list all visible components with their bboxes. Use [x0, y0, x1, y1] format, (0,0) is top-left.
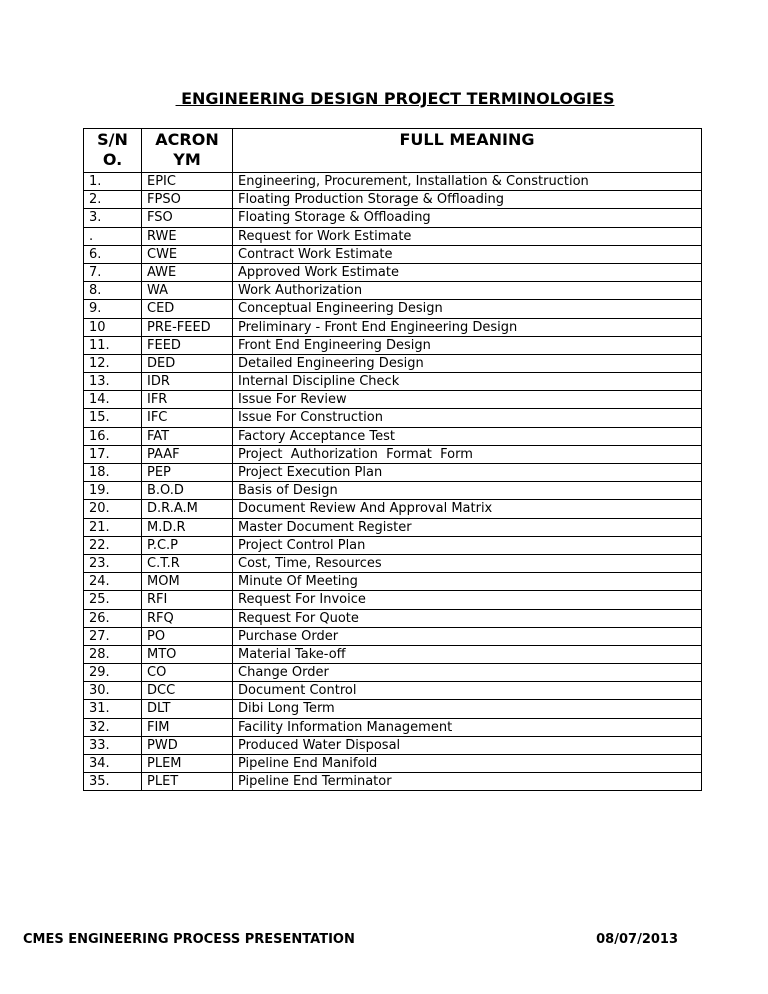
cell-full-meaning: Work Authorization — [233, 282, 702, 300]
cell-full-meaning: Request for Work Estimate — [233, 227, 702, 245]
cell-sno: 3. — [84, 209, 142, 227]
cell-full-meaning: Engineering, Procurement, Installation & Construction — [233, 173, 702, 191]
cell-acronym: M.D.R — [142, 518, 233, 536]
cell-full-meaning: Preliminary - Front End Engineering Design — [233, 318, 702, 336]
cell-acronym: FIM — [142, 718, 233, 736]
cell-full-meaning: Material Take-off — [233, 645, 702, 663]
table-row — [84, 536, 702, 554]
table-header-row — [84, 129, 702, 173]
table-row — [84, 391, 702, 409]
table-row — [84, 482, 702, 500]
cell-sno: 21. — [84, 518, 142, 536]
cell-full-meaning: Request For Quote — [233, 609, 702, 627]
table-row — [84, 354, 702, 372]
cell-sno: 22. — [84, 536, 142, 554]
cell-acronym: RFQ — [142, 609, 233, 627]
cell-acronym: FEED — [142, 336, 233, 354]
cell-sno: 10 — [84, 318, 142, 336]
cell-sno: 12. — [84, 354, 142, 372]
cell-sno: 33. — [84, 736, 142, 754]
cell-acronym: P.C.P — [142, 536, 233, 554]
cell-acronym: FSO — [142, 209, 233, 227]
table-row — [84, 664, 702, 682]
cell-full-meaning: Project Control Plan — [233, 536, 702, 554]
table-row — [84, 700, 702, 718]
table-row — [84, 173, 702, 191]
cell-full-meaning: Document Control — [233, 682, 702, 700]
column-header-full-meaning: FULL MEANING — [233, 129, 702, 173]
cell-full-meaning: Pipeline End Manifold — [233, 755, 702, 773]
terminology-table — [83, 128, 702, 791]
table-row — [84, 409, 702, 427]
cell-full-meaning: Produced Water Disposal — [233, 736, 702, 754]
cell-sno: 28. — [84, 645, 142, 663]
cell-acronym: CWE — [142, 245, 233, 263]
cell-sno: 13. — [84, 373, 142, 391]
cell-full-meaning: Internal Discipline Check — [233, 373, 702, 391]
cell-acronym: FAT — [142, 427, 233, 445]
cell-sno: 26. — [84, 609, 142, 627]
table-row — [84, 445, 702, 463]
cell-acronym: EPIC — [142, 173, 233, 191]
cell-sno: 18. — [84, 464, 142, 482]
cell-acronym: PLEM — [142, 755, 233, 773]
table-row — [84, 682, 702, 700]
cell-acronym: B.O.D — [142, 482, 233, 500]
cell-full-meaning: Issue For Construction — [233, 409, 702, 427]
cell-acronym: RFI — [142, 591, 233, 609]
cell-full-meaning: Purchase Order — [233, 627, 702, 645]
table-body — [84, 173, 702, 791]
cell-sno: . — [84, 227, 142, 245]
table-row — [84, 227, 702, 245]
cell-full-meaning: Floating Production Storage & Offloading — [233, 191, 702, 209]
table-row — [84, 736, 702, 754]
cell-sno: 9. — [84, 300, 142, 318]
cell-acronym: AWE — [142, 263, 233, 281]
cell-full-meaning: Factory Acceptance Test — [233, 427, 702, 445]
cell-sno: 14. — [84, 391, 142, 409]
cell-sno: 7. — [84, 263, 142, 281]
cell-sno: 32. — [84, 718, 142, 736]
cell-full-meaning: Basis of Design — [233, 482, 702, 500]
cell-sno: 2. — [84, 191, 142, 209]
column-header-sno: S/N O. — [84, 129, 142, 173]
cell-full-meaning: Facility Information Management — [233, 718, 702, 736]
cell-acronym: D.R.A.M — [142, 500, 233, 518]
table-row — [84, 573, 702, 591]
table-row — [84, 464, 702, 482]
table-row — [84, 609, 702, 627]
table-row — [84, 755, 702, 773]
cell-full-meaning: Request For Invoice — [233, 591, 702, 609]
footer-date: 08/07/2013 — [596, 932, 678, 947]
cell-sno: 31. — [84, 700, 142, 718]
cell-sno: 24. — [84, 573, 142, 591]
cell-full-meaning: Detailed Engineering Design — [233, 354, 702, 372]
cell-acronym: PLET — [142, 773, 233, 791]
cell-acronym: DLT — [142, 700, 233, 718]
table-row — [84, 591, 702, 609]
cell-acronym: IFC — [142, 409, 233, 427]
cell-acronym: DED — [142, 354, 233, 372]
cell-full-meaning: Master Document Register — [233, 518, 702, 536]
table-row — [84, 718, 702, 736]
table-row — [84, 773, 702, 791]
cell-full-meaning: Minute Of Meeting — [233, 573, 702, 591]
table-row — [84, 282, 702, 300]
column-header-acronym: ACRON YM — [142, 129, 233, 173]
cell-full-meaning: Document Review And Approval Matrix — [233, 500, 702, 518]
cell-acronym: PO — [142, 627, 233, 645]
cell-acronym: RWE — [142, 227, 233, 245]
table-row — [84, 245, 702, 263]
cell-full-meaning: Floating Storage & Offloading — [233, 209, 702, 227]
table-row — [84, 373, 702, 391]
table-row — [84, 209, 702, 227]
cell-sno: 30. — [84, 682, 142, 700]
cell-sno: 23. — [84, 554, 142, 572]
cell-sno: 29. — [84, 664, 142, 682]
cell-sno: 19. — [84, 482, 142, 500]
cell-full-meaning: Approved Work Estimate — [233, 263, 702, 281]
table-row — [84, 300, 702, 318]
table-row — [84, 427, 702, 445]
cell-acronym: MOM — [142, 573, 233, 591]
cell-sno: 11. — [84, 336, 142, 354]
table-row — [84, 336, 702, 354]
cell-sno: 17. — [84, 445, 142, 463]
cell-sno: 34. — [84, 755, 142, 773]
cell-acronym: CO — [142, 664, 233, 682]
table-row — [84, 554, 702, 572]
cell-acronym: MTO — [142, 645, 233, 663]
cell-acronym: WA — [142, 282, 233, 300]
cell-full-meaning: Contract Work Estimate — [233, 245, 702, 263]
cell-full-meaning: Dibi Long Term — [233, 700, 702, 718]
cell-acronym: CED — [142, 300, 233, 318]
table-row — [84, 645, 702, 663]
table-row — [84, 318, 702, 336]
cell-sno: 25. — [84, 591, 142, 609]
cell-full-meaning: Conceptual Engineering Design — [233, 300, 702, 318]
page-title: ENGINEERING DESIGN PROJECT TERMINOLOGIES — [175, 89, 615, 108]
cell-acronym: PAAF — [142, 445, 233, 463]
cell-full-meaning: Cost, Time, Resources — [233, 554, 702, 572]
cell-sno: 20. — [84, 500, 142, 518]
cell-acronym: PWD — [142, 736, 233, 754]
cell-acronym: PRE-FEED — [142, 318, 233, 336]
cell-full-meaning: Project Authorization Format Form — [233, 445, 702, 463]
cell-sno: 35. — [84, 773, 142, 791]
cell-full-meaning: Pipeline End Terminator — [233, 773, 702, 791]
footer-presentation-name: CMES ENGINEERING PROCESS PRESENTATION — [23, 932, 355, 947]
cell-acronym: IFR — [142, 391, 233, 409]
cell-sno: 6. — [84, 245, 142, 263]
cell-acronym: FPSO — [142, 191, 233, 209]
table-row — [84, 263, 702, 281]
table-row — [84, 627, 702, 645]
cell-sno: 1. — [84, 173, 142, 191]
cell-full-meaning: Front End Engineering Design — [233, 336, 702, 354]
cell-acronym: PEP — [142, 464, 233, 482]
cell-sno: 15. — [84, 409, 142, 427]
cell-full-meaning: Project Execution Plan — [233, 464, 702, 482]
cell-sno: 27. — [84, 627, 142, 645]
cell-full-meaning: Change Order — [233, 664, 702, 682]
cell-acronym: DCC — [142, 682, 233, 700]
cell-sno: 8. — [84, 282, 142, 300]
cell-acronym: IDR — [142, 373, 233, 391]
cell-acronym: C.T.R — [142, 554, 233, 572]
table-row — [84, 518, 702, 536]
table-row — [84, 191, 702, 209]
cell-full-meaning: Issue For Review — [233, 391, 702, 409]
table-row — [84, 500, 702, 518]
cell-sno: 16. — [84, 427, 142, 445]
